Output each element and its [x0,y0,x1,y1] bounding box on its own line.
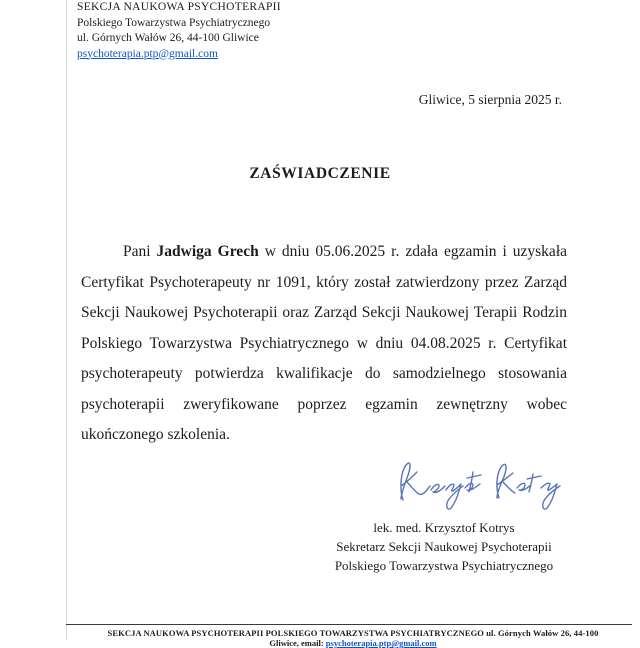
signature-block [298,518,590,575]
body-text: w dniu 05.06.2025 r. zdała egzamin i uzyskała Certyfikat Psychoterapeuty nr 1091, który został zatwierdzony przez Zarząd Sekcji Naukowej Psychoterapii oraz Zarząd Sekcji Naukowej Terapii Rodzin Polskiego Towarzystwa Psychiatrycznego w dniu 04.08.2025 r. Certyfikat psychoterapeuty potwierdza kwalifikacje do samodzielnego stosowania psychoterapii zweryfikowane poprzez egzamin zewnętrzny wobec ukończonego szkolenia. [81,243,568,443]
letterhead-org-subname: Polskiego Towarzystwa Psychiatrycznego [77,16,271,29]
footer-org-line: SEKCJA NAUKOWA PSYCHOTERAPII POLSKIEGO TOWARZYSTWA PSYCHIATRYCZNEGO ul. Górnych Wałów 26, 44-100 [107,628,599,638]
footer-contact-line [66,638,640,648]
signatory-org: Polskiego Towarzystwa Psychiatrycznego [334,558,554,573]
footer-email-link[interactable]: psychoterapia.ptp@gmail.com [325,638,437,648]
footer-divider [66,624,632,625]
body-prefix: Pani [123,243,157,260]
handwritten-signature [393,458,571,514]
letterhead-address: ul. Górnych Wałów 26, 44-100 Gliwice [77,32,259,44]
letterhead-email-link[interactable]: psychoterapia.ptp@gmail.com [77,47,218,60]
signatory-name: lek. med. Krzysztof Kotrys [373,520,515,535]
recipient-name: Jadwiga Grech [156,243,259,260]
date-line: Gliwice, 5 sierpnia 2025 r. [418,92,562,107]
letterhead [77,0,281,62]
letterhead-org-name: SEKCJA NAUKOWA PSYCHOTERAPII [77,1,281,13]
body-paragraph [81,237,567,451]
document-title: ZAŚWIADCZENIE [249,165,391,182]
signatory-role: Sekretarz Sekcji Naukowej Psychoterapii [336,539,552,554]
footer-contact-prefix: Gliwice, email: [269,638,326,648]
page-edge-line [66,0,67,640]
